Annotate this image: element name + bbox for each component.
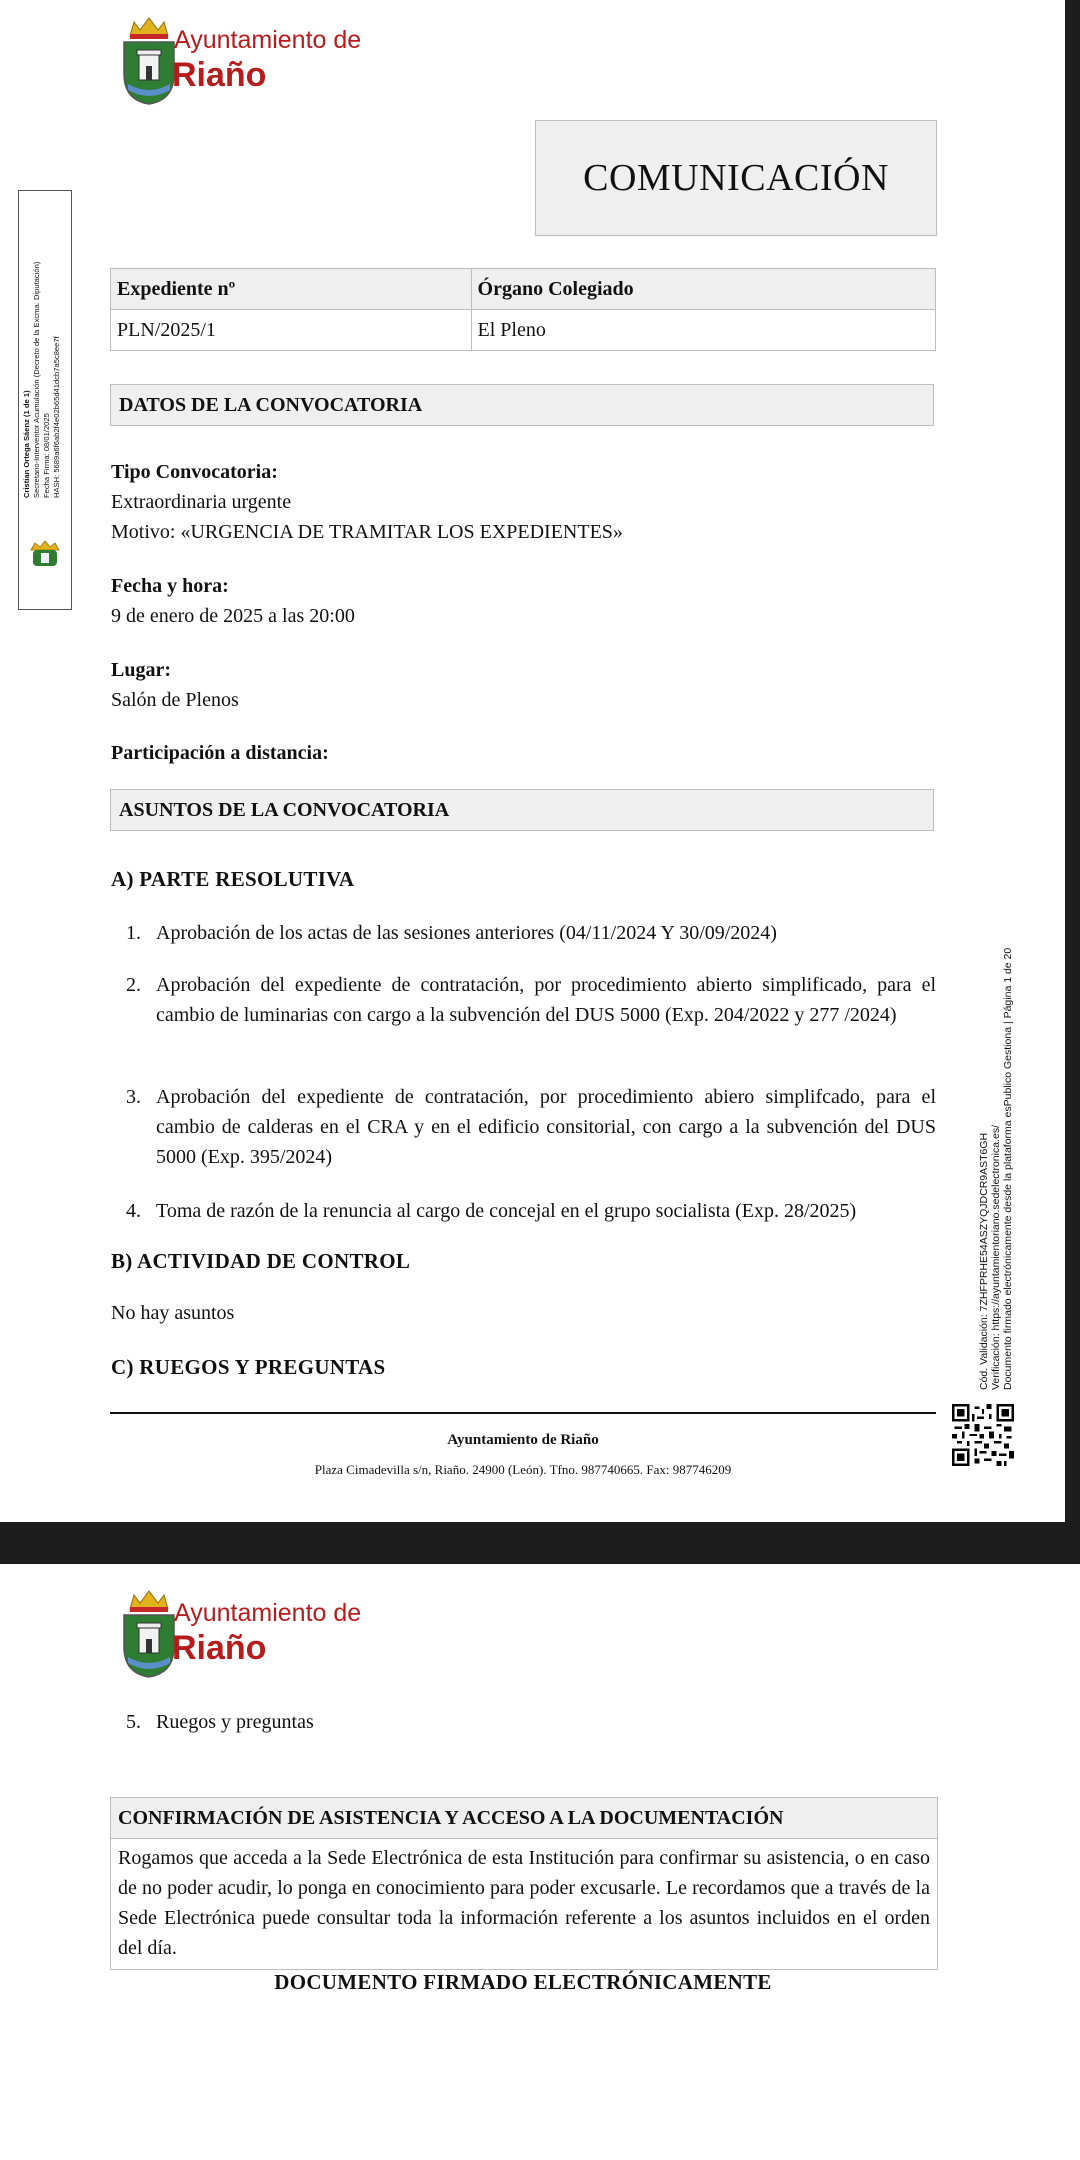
signature-text (22, 208, 62, 498)
qr-code-icon[interactable] (952, 1404, 1014, 1466)
item-text: Aprobación del expediente de contratación, por procedimiento abiero simplifcado, para el cambio de calderas en el CRA y en el edificio consitorial, con cargo a la subvención del DUS 5000 (Exp. 395/2024) (156, 1086, 936, 1168)
ayuntamiento-logo-page2 (112, 1585, 362, 1685)
footer-address: Plaza Cimadevilla s/n, Riaño. 24900 (León). Tfno. 987740665. Fax: 987746209 (314, 1462, 732, 1477)
signature-seal-icon (28, 540, 62, 568)
validation-text (978, 930, 1014, 1390)
fecha-label: Fecha y hora: (111, 575, 229, 597)
list-item (126, 1707, 936, 1737)
item-text: Aprobación de los actas de las sesiones anteriores (04/11/2024 Y 30/09/2024) (156, 922, 777, 944)
ayuntamiento-logo (112, 12, 362, 112)
list-item (126, 1196, 936, 1226)
item-text: Ruegos y preguntas (156, 1711, 314, 1733)
validation-code: Cód. Validación: 7ZHFPRHE54ASZYQJDCR9AST6GH (978, 1132, 990, 1390)
item-text: Aprobación del expediente de contratación, por procedimiento abierto simplificado, para el cambio de luminarias con cargo a la subvención del DUS 5000 (Exp. 204/2022 y 277 /2024) (156, 974, 936, 1026)
logo-line1: Ayuntamiento de (174, 1599, 362, 1627)
tipo-label: Tipo Convocatoria: (111, 461, 278, 483)
motivo-text: Motivo: «URGENCIA DE TRAMITAR LOS EXPEDIENTES» (111, 521, 623, 543)
lugar-label: Lugar: (111, 659, 171, 681)
fecha-value: 9 de enero de 2025 a las 20:00 (111, 605, 355, 627)
coat-of-arms-icon (120, 1587, 178, 1679)
page-edge-shadow (1065, 0, 1080, 1522)
confirmation-text: Rogamos que acceda a la Sede Electrónica de esta Institución para confirmar su asistencia, o en caso de no poder acudir, lo ponga en conocimiento para poder excusarle. Le recordamos que a través de la Sede Electrónica puede consultar toda la información referente a los asuntos incluidos en el orden del día. (118, 1847, 930, 1959)
confirmation-heading: CONFIRMACIÓN DE ASISTENCIA Y ACCESO A LA DOCUMENTACIÓN (111, 1798, 937, 1839)
asuntos-heading: ASUNTOS DE LA CONVOCATORIA (110, 789, 934, 831)
item-number: 1. (126, 922, 141, 944)
item-number: 5. (126, 1711, 141, 1733)
no-asuntos-text: No hay asuntos (111, 1302, 235, 1324)
lugar-value: Salón de Plenos (111, 689, 239, 711)
page-separator (0, 1522, 1080, 1564)
expediente-value: PLN/2025/1 (111, 310, 472, 351)
item-number: 3. (126, 1086, 141, 1108)
signed-notice: DOCUMENTO FIRMADO ELECTRÓNICAMENTE (274, 1970, 772, 1994)
item-number: 2. (126, 974, 141, 996)
item-text: Toma de razón de la renuncia al cargo de concejal en el grupo socialista (Exp. 28/2025) (156, 1200, 857, 1222)
logo-line1: Ayuntamiento de (174, 26, 362, 54)
validation-url: Verificación: https://ayuntamientoriano.sedelectronica.es/ (990, 1125, 1002, 1390)
logo-line2: Riaño (172, 1629, 267, 1667)
signature-date: Fecha Firma: 08/01/2025 (42, 413, 51, 498)
expediente-header: Expediente nº (111, 269, 472, 310)
signature-hash: HASH: 5689a6f6ab2f4e02b65d41dcb7a5c8ee7f (52, 336, 61, 498)
expediente-table (110, 268, 936, 351)
part-c-heading: C) RUEGOS Y PREGUNTAS (111, 1355, 386, 1379)
organo-value: El Pleno (471, 310, 935, 351)
validation-note: Documento firmado electrónicamente desde la plataforma esPublico Gestiona | Página 1 de 20 (1002, 947, 1014, 1390)
list-item (126, 1082, 936, 1172)
list-item (126, 918, 936, 948)
footer-rule (110, 1412, 936, 1414)
item-number: 4. (126, 1200, 141, 1222)
tipo-value: Extraordinaria urgente (111, 491, 292, 513)
datos-heading: DATOS DE LA CONVOCATORIA (110, 384, 934, 426)
part-a-heading: A) PARTE RESOLUTIVA (111, 867, 355, 891)
document-title: COMUNICACIÓN (535, 120, 937, 236)
participacion-label: Participación a distancia: (111, 742, 329, 764)
coat-of-arms-icon (120, 14, 178, 106)
confirmation-box (110, 1797, 938, 1970)
logo-line2: Riaño (172, 56, 267, 94)
signer-name: Cristian Ortega Sáenz (1 de 1) (22, 390, 31, 498)
part-b-heading: B) ACTIVIDAD DE CONTROL (111, 1249, 411, 1273)
footer-name: Ayuntamiento de Riaño (447, 1432, 599, 1448)
signer-role: Secretario-Interventor Acumulación (Decreto de la Excma. Diputación) (32, 261, 41, 498)
organo-header: Órgano Colegiado (471, 269, 935, 310)
list-item (126, 970, 936, 1030)
